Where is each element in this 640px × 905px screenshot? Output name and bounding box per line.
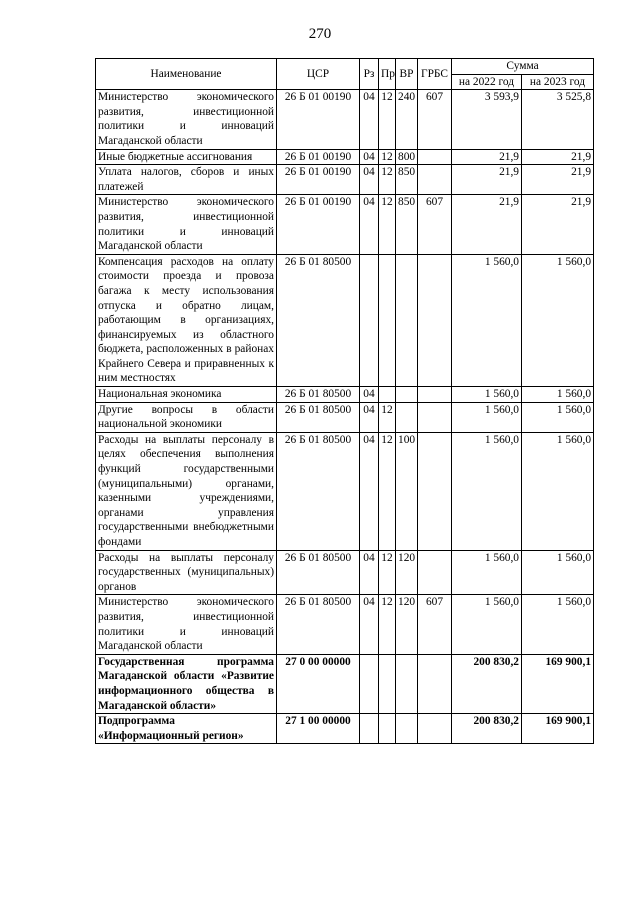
header-year-2023: на 2023 год: [522, 74, 594, 90]
cell-sum-2022: 200 830,2: [452, 714, 522, 744]
cell-sum-2023: 169 900,1: [522, 714, 594, 744]
cell-grbs: [418, 550, 452, 595]
cell-name: Подпрограмма «Информационный регион»: [96, 714, 277, 744]
table-row: [96, 90, 594, 149]
table-row: [96, 387, 594, 403]
cell-name: Министерство экономического развития, инвестиционной политики и инноваций Магаданской области: [96, 90, 277, 149]
cell-vr: 800: [396, 149, 418, 165]
cell-rz: 04: [360, 195, 379, 254]
cell-sum-2023: 21,9: [522, 149, 594, 165]
table-row: [96, 595, 594, 654]
cell-pr: 12: [379, 402, 396, 432]
table-row: [96, 714, 594, 744]
cell-sum-2022: 1 560,0: [452, 432, 522, 550]
cell-name: Расходы на выплаты персоналу государственных (муниципальных) органов: [96, 550, 277, 595]
cell-sum-2022: 1 560,0: [452, 550, 522, 595]
cell-csr: 27 1 00 00000: [277, 714, 360, 744]
cell-pr: [379, 387, 396, 403]
cell-sum-2023: 3 525,8: [522, 90, 594, 149]
cell-sum-2023: 1 560,0: [522, 550, 594, 595]
cell-csr: 26 Б 01 80500: [277, 402, 360, 432]
cell-vr: 850: [396, 195, 418, 254]
cell-name: Национальная экономика: [96, 387, 277, 403]
cell-name: Расходы на выплаты персоналу в целях обеспечения выполнения функций государственными (муниципальными) органами, казенными учреждениями, органами управления государственными внебюджетными фондами: [96, 432, 277, 550]
cell-rz: 04: [360, 387, 379, 403]
cell-csr: 26 Б 01 00190: [277, 90, 360, 149]
cell-csr: 27 0 00 00000: [277, 654, 360, 713]
cell-grbs: [418, 402, 452, 432]
cell-name: Другие вопросы в области национальной экономики: [96, 402, 277, 432]
header-csr: ЦСР: [277, 59, 360, 90]
table-body: [96, 90, 594, 744]
page-number: 270: [308, 26, 332, 42]
cell-vr: 120: [396, 595, 418, 654]
cell-sum-2023: 21,9: [522, 165, 594, 195]
cell-sum-2023: 21,9: [522, 195, 594, 254]
cell-rz: [360, 254, 379, 386]
cell-vr: [396, 387, 418, 403]
cell-pr: 12: [379, 90, 396, 149]
cell-sum-2023: 1 560,0: [522, 595, 594, 654]
budget-table: [95, 58, 594, 744]
cell-name: Министерство экономического развития, инвестиционной политики и инноваций Магаданской области: [96, 595, 277, 654]
cell-rz: [360, 714, 379, 744]
cell-grbs: [418, 165, 452, 195]
cell-csr: 26 Б 01 80500: [277, 432, 360, 550]
cell-pr: 12: [379, 149, 396, 165]
cell-csr: 26 Б 01 80500: [277, 595, 360, 654]
header-year-2022: на 2022 год: [452, 74, 522, 90]
cell-pr: 12: [379, 595, 396, 654]
cell-sum-2022: 21,9: [452, 165, 522, 195]
table-row: [96, 654, 594, 713]
table-row: [96, 550, 594, 595]
cell-pr: [379, 654, 396, 713]
cell-grbs: [418, 149, 452, 165]
cell-csr: 26 Б 01 00190: [277, 195, 360, 254]
cell-rz: [360, 654, 379, 713]
cell-vr: [396, 714, 418, 744]
cell-vr: 850: [396, 165, 418, 195]
header-vr: ВР: [396, 59, 418, 90]
cell-vr: [396, 402, 418, 432]
cell-rz: 04: [360, 165, 379, 195]
header-sum: Сумма: [452, 59, 594, 75]
cell-sum-2022: 21,9: [452, 149, 522, 165]
cell-rz: 04: [360, 595, 379, 654]
cell-grbs: [418, 432, 452, 550]
cell-sum-2022: 1 560,0: [452, 254, 522, 386]
cell-sum-2022: 1 560,0: [452, 595, 522, 654]
table-row: [96, 165, 594, 195]
cell-grbs: [418, 387, 452, 403]
cell-csr: 26 Б 01 80500: [277, 254, 360, 386]
cell-sum-2023: 169 900,1: [522, 654, 594, 713]
cell-name: Уплата налогов, сборов и иных платежей: [96, 165, 277, 195]
cell-grbs: [418, 254, 452, 386]
cell-name: Иные бюджетные ассигнования: [96, 149, 277, 165]
cell-sum-2023: 1 560,0: [522, 432, 594, 550]
table-row: [96, 254, 594, 386]
cell-sum-2023: 1 560,0: [522, 254, 594, 386]
cell-csr: 26 Б 01 80500: [277, 550, 360, 595]
cell-sum-2022: 1 560,0: [452, 387, 522, 403]
cell-pr: 12: [379, 550, 396, 595]
cell-rz: 04: [360, 149, 379, 165]
header-grbs: ГРБС: [418, 59, 452, 90]
cell-sum-2022: 1 560,0: [452, 402, 522, 432]
table-row: [96, 432, 594, 550]
cell-pr: [379, 714, 396, 744]
cell-grbs: [418, 714, 452, 744]
cell-vr: 100: [396, 432, 418, 550]
cell-rz: 04: [360, 550, 379, 595]
cell-rz: 04: [360, 402, 379, 432]
cell-vr: [396, 254, 418, 386]
cell-name: Государственная программа Магаданской области «Развитие информационного общества в Магаданской области»: [96, 654, 277, 713]
cell-rz: 04: [360, 432, 379, 550]
cell-vr: [396, 654, 418, 713]
cell-csr: 26 Б 01 00190: [277, 149, 360, 165]
table-row: [96, 402, 594, 432]
cell-grbs: 607: [418, 195, 452, 254]
cell-pr: 12: [379, 432, 396, 550]
cell-sum-2022: 3 593,9: [452, 90, 522, 149]
header-pr: Пр: [379, 59, 396, 90]
cell-pr: 12: [379, 165, 396, 195]
header-name: Наименование: [96, 59, 277, 90]
cell-csr: 26 Б 01 00190: [277, 165, 360, 195]
cell-vr: 240: [396, 90, 418, 149]
cell-pr: [379, 254, 396, 386]
cell-grbs: 607: [418, 90, 452, 149]
cell-sum-2023: 1 560,0: [522, 402, 594, 432]
cell-sum-2022: 21,9: [452, 195, 522, 254]
cell-pr: 12: [379, 195, 396, 254]
table-row: [96, 195, 594, 254]
cell-vr: 120: [396, 550, 418, 595]
table-row: [96, 149, 594, 165]
cell-grbs: [418, 654, 452, 713]
cell-grbs: 607: [418, 595, 452, 654]
cell-sum-2023: 1 560,0: [522, 387, 594, 403]
cell-rz: 04: [360, 90, 379, 149]
header-rz: Рз: [360, 59, 379, 90]
cell-name: Министерство экономического развития, инвестиционной политики и инноваций Магаданской области: [96, 195, 277, 254]
cell-csr: 26 Б 01 80500: [277, 387, 360, 403]
cell-name: Компенсация расходов на оплату стоимости проезда и провоза багажа к месту использования отпуска и обратно лицам, работающим в организациях, финансируемых из областного бюджета, расположенных в районах Крайнего Севера и приравненных к ним местностях: [96, 254, 277, 386]
cell-sum-2022: 200 830,2: [452, 654, 522, 713]
